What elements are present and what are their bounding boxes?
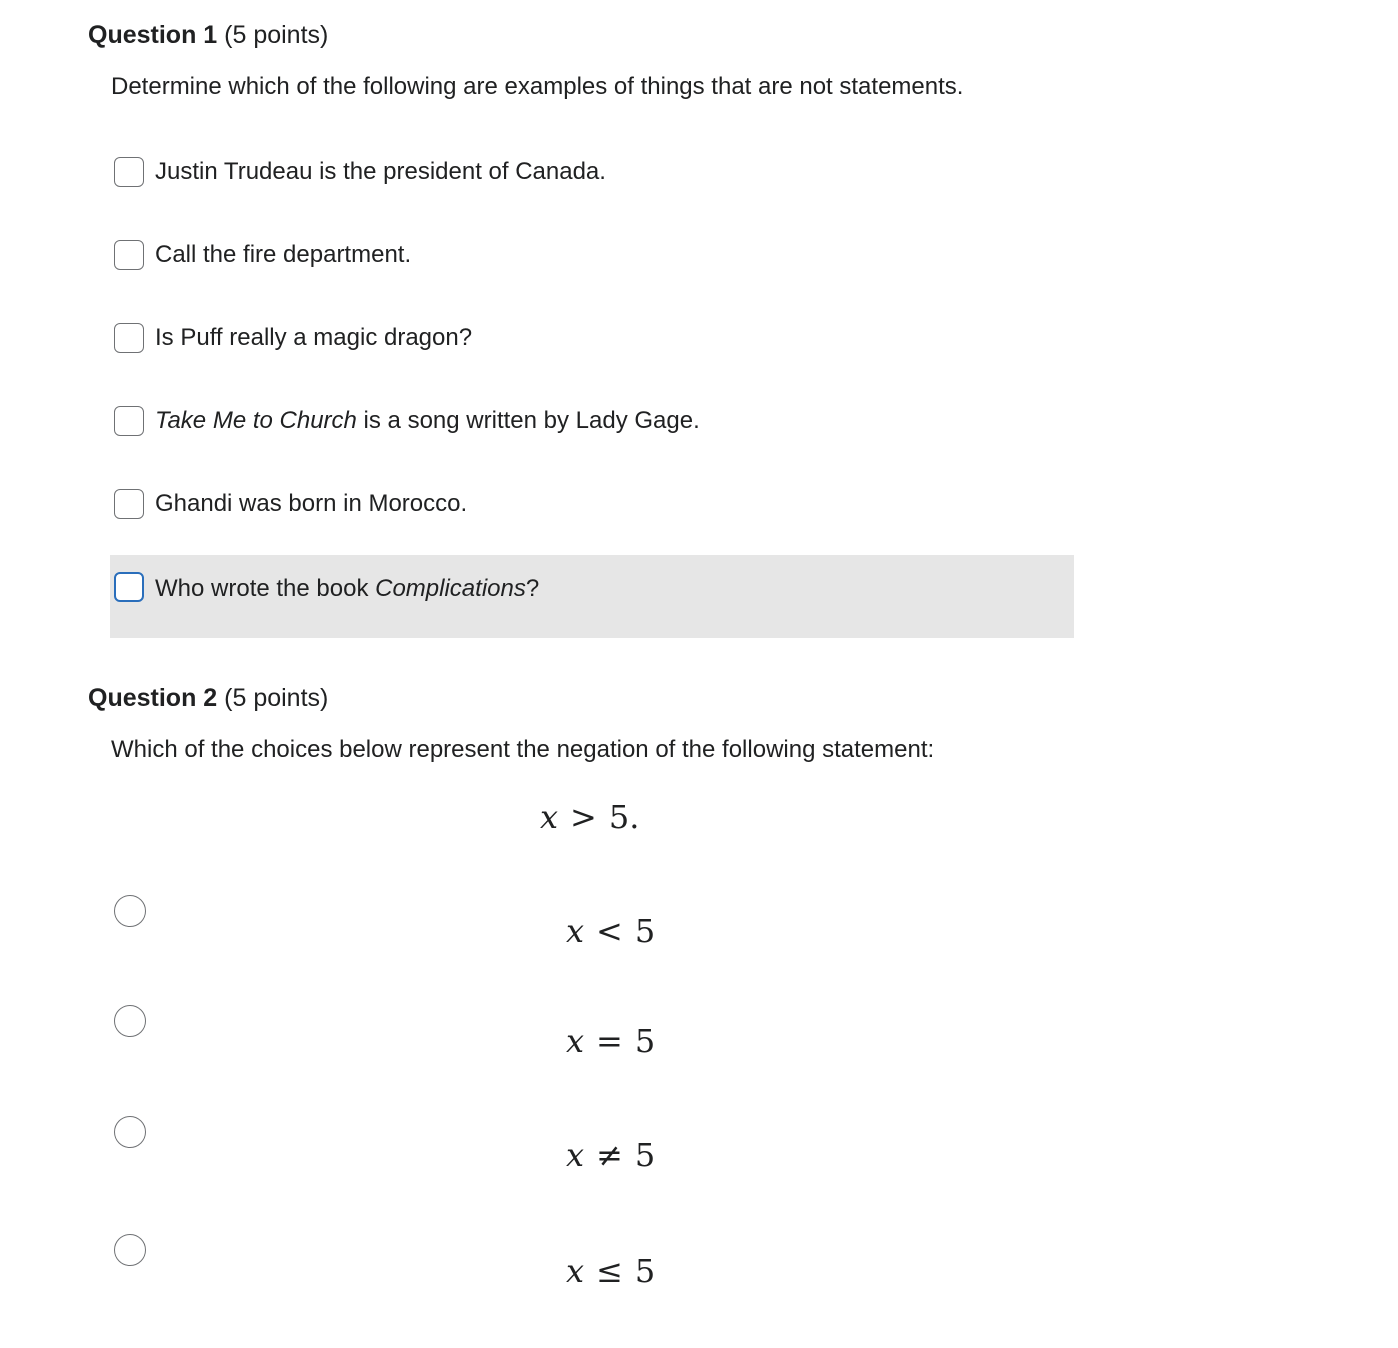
question-1-header (88, 20, 328, 50)
math-variable: x (540, 798, 559, 836)
statement-math (540, 798, 639, 836)
radio-choice-1[interactable] (114, 895, 146, 927)
radio-choice-2[interactable] (114, 1005, 146, 1037)
math-value: 5 (634, 1136, 656, 1174)
math-variable: x (566, 912, 585, 950)
song-title: Take Me to Church (155, 407, 357, 434)
option-text: is a song written by Lady Gage. (356, 407, 700, 434)
choice-1-math (566, 912, 655, 950)
math-value: 5 (634, 1022, 656, 1060)
math-operator: > (570, 798, 597, 836)
checkbox[interactable] (114, 406, 144, 436)
radio-choice-3[interactable] (114, 1116, 146, 1148)
option-label: Ghandi was born in Morocco. (155, 490, 468, 517)
checkbox-option-2[interactable] (110, 240, 1074, 323)
math-variable: x (566, 1022, 585, 1060)
radio-choice-4[interactable] (114, 1234, 146, 1266)
choice-2-math (566, 1022, 655, 1060)
checkbox[interactable] (114, 323, 144, 353)
checkbox[interactable] (114, 489, 144, 519)
question-1-points: (5 points) (224, 21, 329, 49)
math-value: 5 (634, 1252, 656, 1290)
math-value: 5. (608, 798, 640, 836)
option-suffix: ? (525, 575, 540, 602)
math-operator: ≠ (596, 1136, 623, 1174)
checkbox[interactable] (114, 157, 144, 187)
option-text: Who wrote the book (155, 575, 376, 602)
math-operator: = (596, 1022, 623, 1060)
option-label: Call the fire department. (155, 241, 412, 268)
question-2-header (88, 683, 328, 713)
checkbox-option-1[interactable] (110, 157, 1074, 240)
choice-4-math (566, 1252, 655, 1290)
option-label (155, 406, 700, 436)
checkbox[interactable] (114, 572, 144, 602)
math-variable: x (566, 1252, 585, 1290)
math-variable: x (566, 1136, 585, 1174)
question-2-prompt: Which of the choices below represent the negation of the following statement: (111, 736, 935, 763)
checkbox[interactable] (114, 240, 144, 270)
option-label: Is Puff really a magic dragon? (155, 324, 473, 351)
choice-3-math (566, 1136, 655, 1174)
question-1-title: Question 1 (88, 21, 218, 49)
checkbox-option-3[interactable] (110, 323, 1074, 406)
checkbox-option-4[interactable] (110, 406, 1074, 489)
math-operator: < (596, 912, 623, 950)
option-label: Justin Trudeau is the president of Canada. (155, 158, 606, 185)
checkbox-option-6[interactable] (110, 555, 1074, 638)
math-value: 5 (634, 912, 656, 950)
question-2-points: (5 points) (224, 684, 329, 712)
question-2-title: Question 2 (88, 684, 218, 712)
option-label (155, 574, 539, 604)
question-1-prompt: Determine which of the following are examples of things that are not statements. (111, 73, 964, 100)
math-operator: ≤ (596, 1252, 623, 1290)
book-title: Complications (375, 575, 526, 602)
